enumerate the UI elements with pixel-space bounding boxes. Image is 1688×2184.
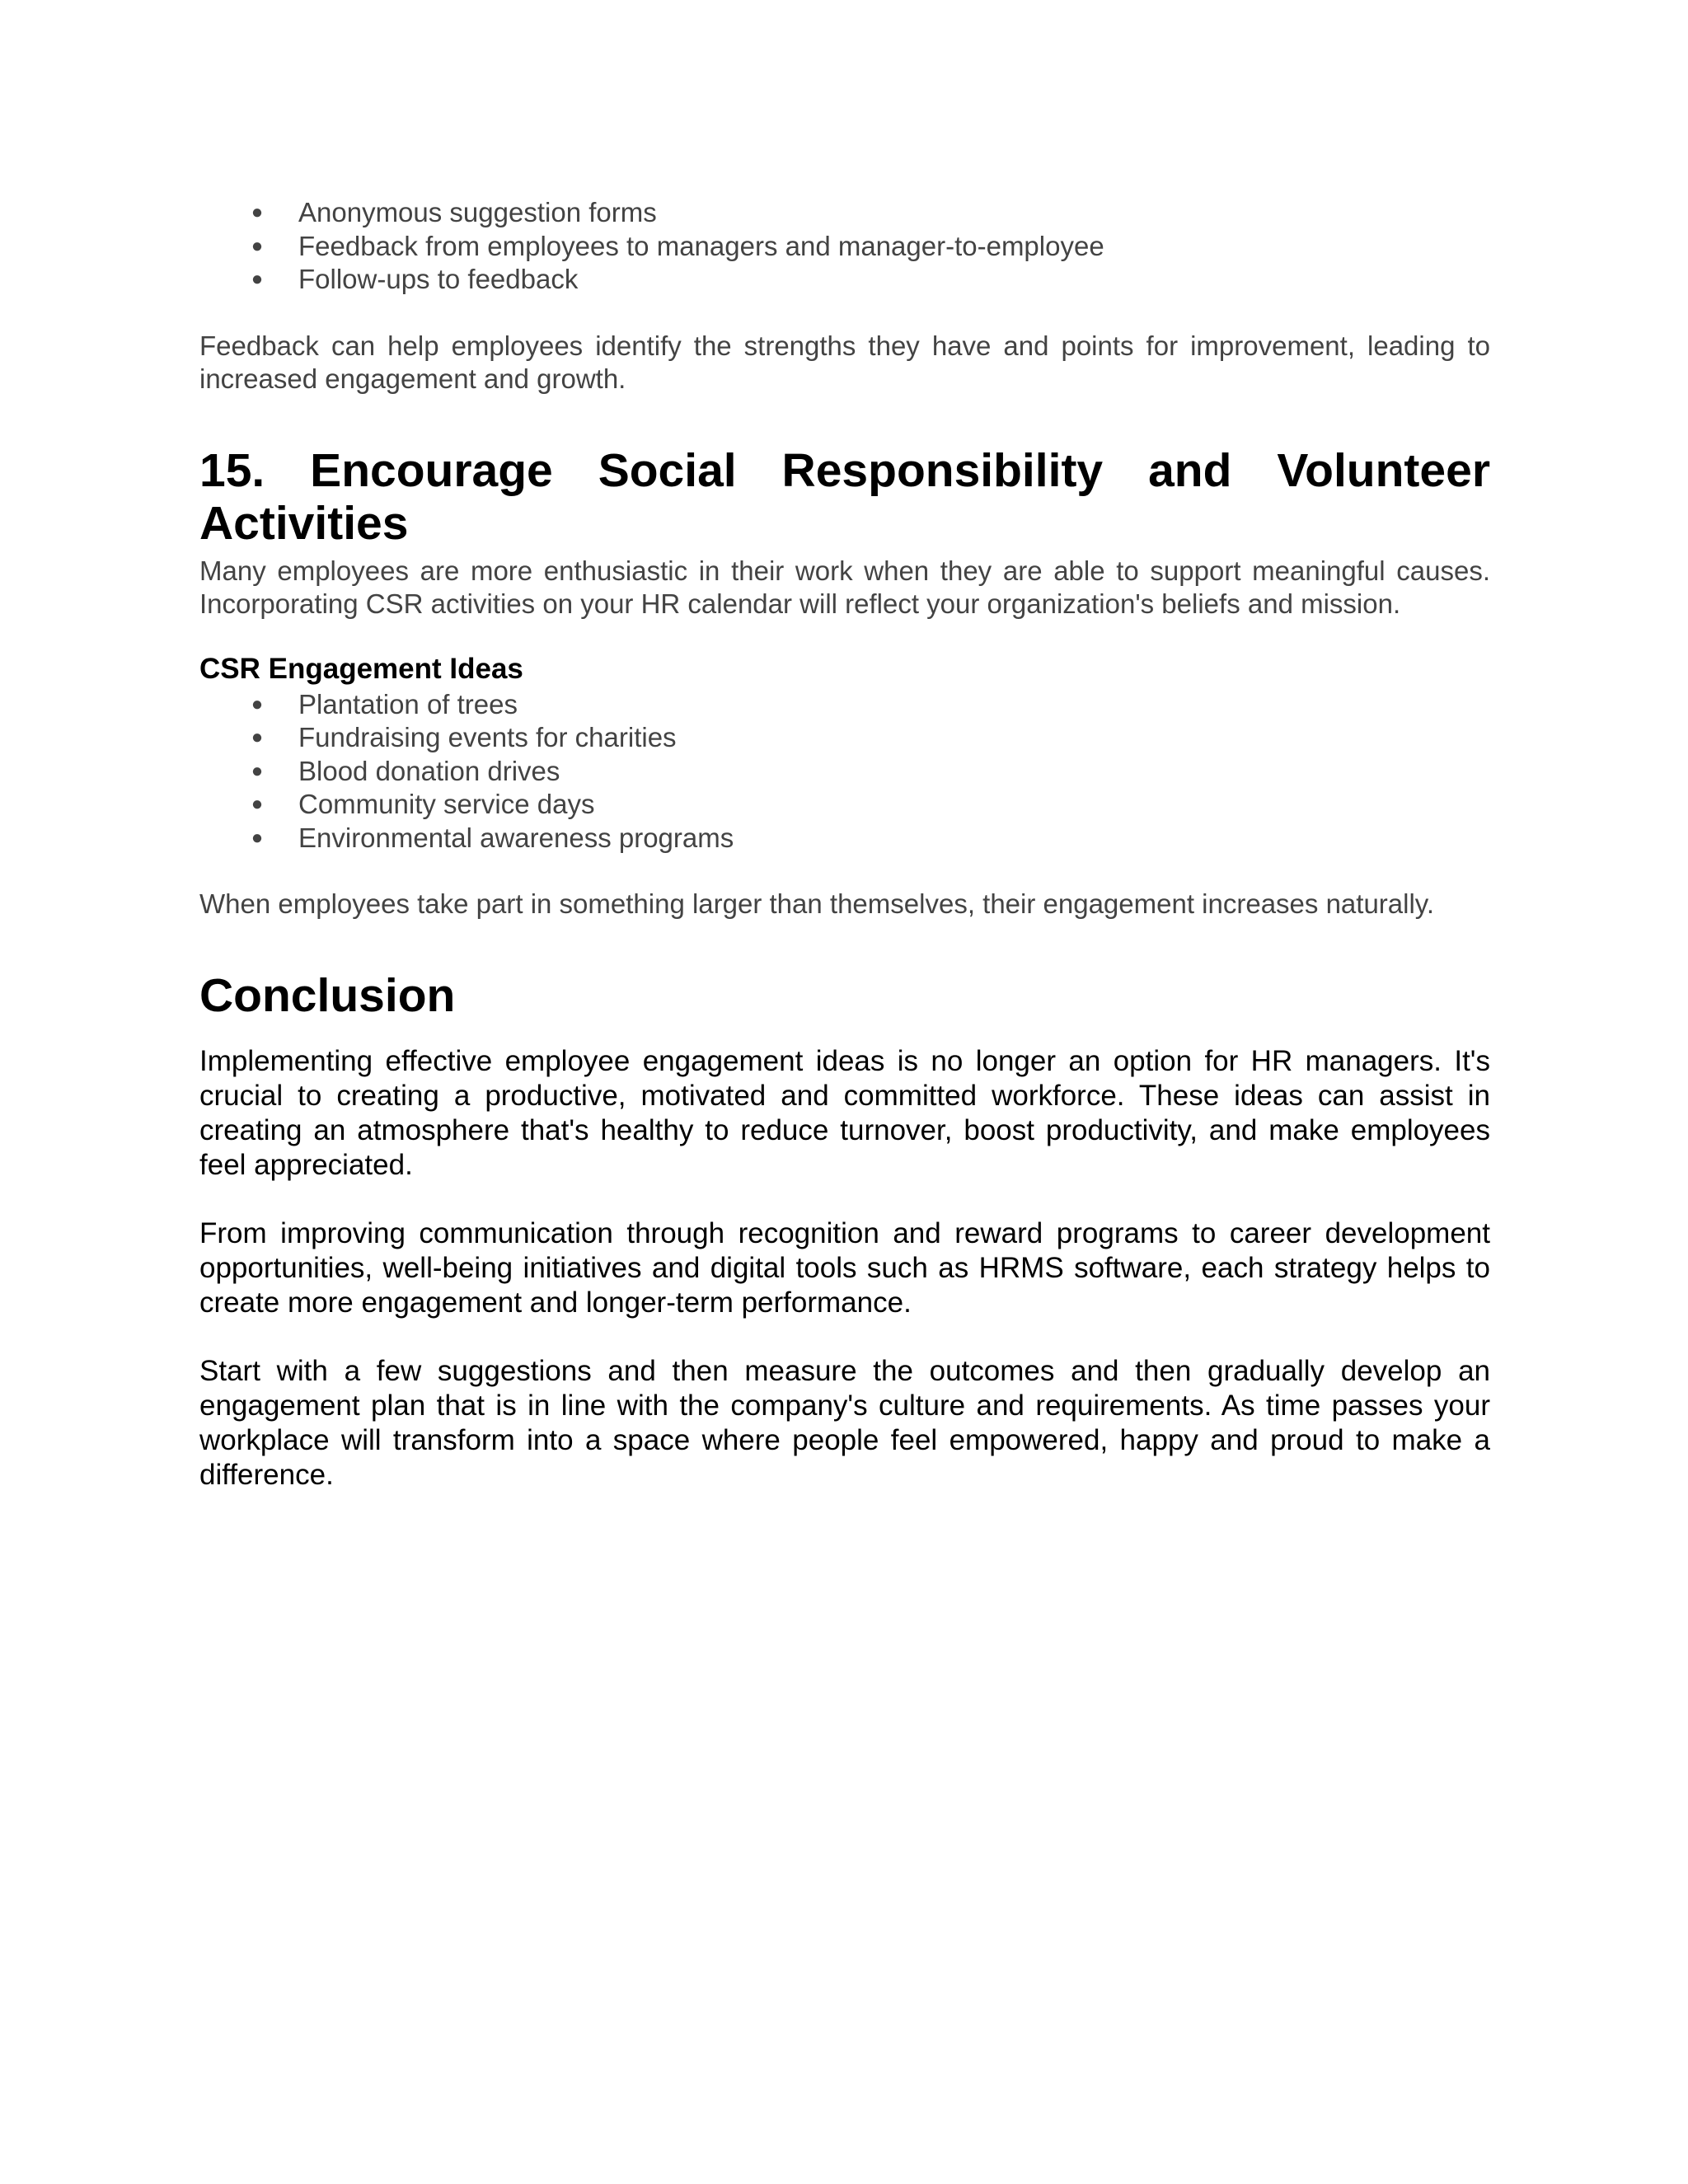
list-item: ● Follow-ups to feedback [298,263,1490,297]
list-item: ● Environmental awareness programs [298,822,1490,855]
list-item: ● Blood donation drives [298,755,1490,789]
csr-subheading: CSR Engagement Ideas [199,652,523,685]
section-15-intro: Many employees are more enthusiastic in their work when they are able to support meaningful causes. Incorporating CSR activities on your HR calendar will reflect your organization's beliefs and mission. [199,555,1490,619]
feedback-list [199,196,1490,297]
list-item: ● Feedback from employees to managers and manager-to-employee [298,230,1490,264]
conclusion-paragraph-1: Implementing effective employee engagement ideas is no longer an option for HR managers. It's crucial to creating a productive, motivated and committed workforce. These ideas can assist in creating an atmosphere that's healthy to reduce turnover, boost productivity, and make employees feel appreciated. [199,1044,1490,1181]
conclusion-paragraph-3: Start with a few suggestions and then measure the outcomes and then gradually develop an engagement plan that is in line with the company's culture and requirements. As time passes your workplace will transform into a space where people feel empowered, happy and proud to make a difference. [199,1354,1490,1491]
bullet-icon: ● [251,201,264,223]
list-item: ● Fundraising events for charities [298,721,1490,755]
section-15-heading: 15. Encourage Social Responsibility and Volunteer Activities [199,443,1490,550]
bullet-icon: ● [251,759,264,782]
csr-closing-paragraph: When employees take part in something larger than themselves, their engagement increases naturally. [199,888,1435,919]
list-item: ● Plantation of trees [298,688,1490,722]
bullet-icon: ● [251,826,264,849]
bullet-icon: ● [251,726,264,748]
bullet-icon: ● [251,268,264,290]
bullet-icon: ● [251,793,264,815]
conclusion-heading: Conclusion [199,968,456,1022]
csr-ideas-list [199,688,1490,855]
conclusion-paragraph-2: From improving communication through recognition and reward programs to career development opportunities, well-being initiatives and digital tools such as HRMS software, each strategy helps to create more engagement and longer-term performance. [199,1216,1490,1319]
feedback-paragraph: Feedback can help employees identify the strengths they have and points for improvement, leading to increased engagement and growth. [199,330,1490,394]
bullet-icon: ● [251,692,264,715]
list-item: ● Anonymous suggestion forms [298,196,1490,230]
bullet-icon: ● [251,234,264,257]
list-item: ● Community service days [298,788,1490,822]
page-content [199,196,1490,1493]
